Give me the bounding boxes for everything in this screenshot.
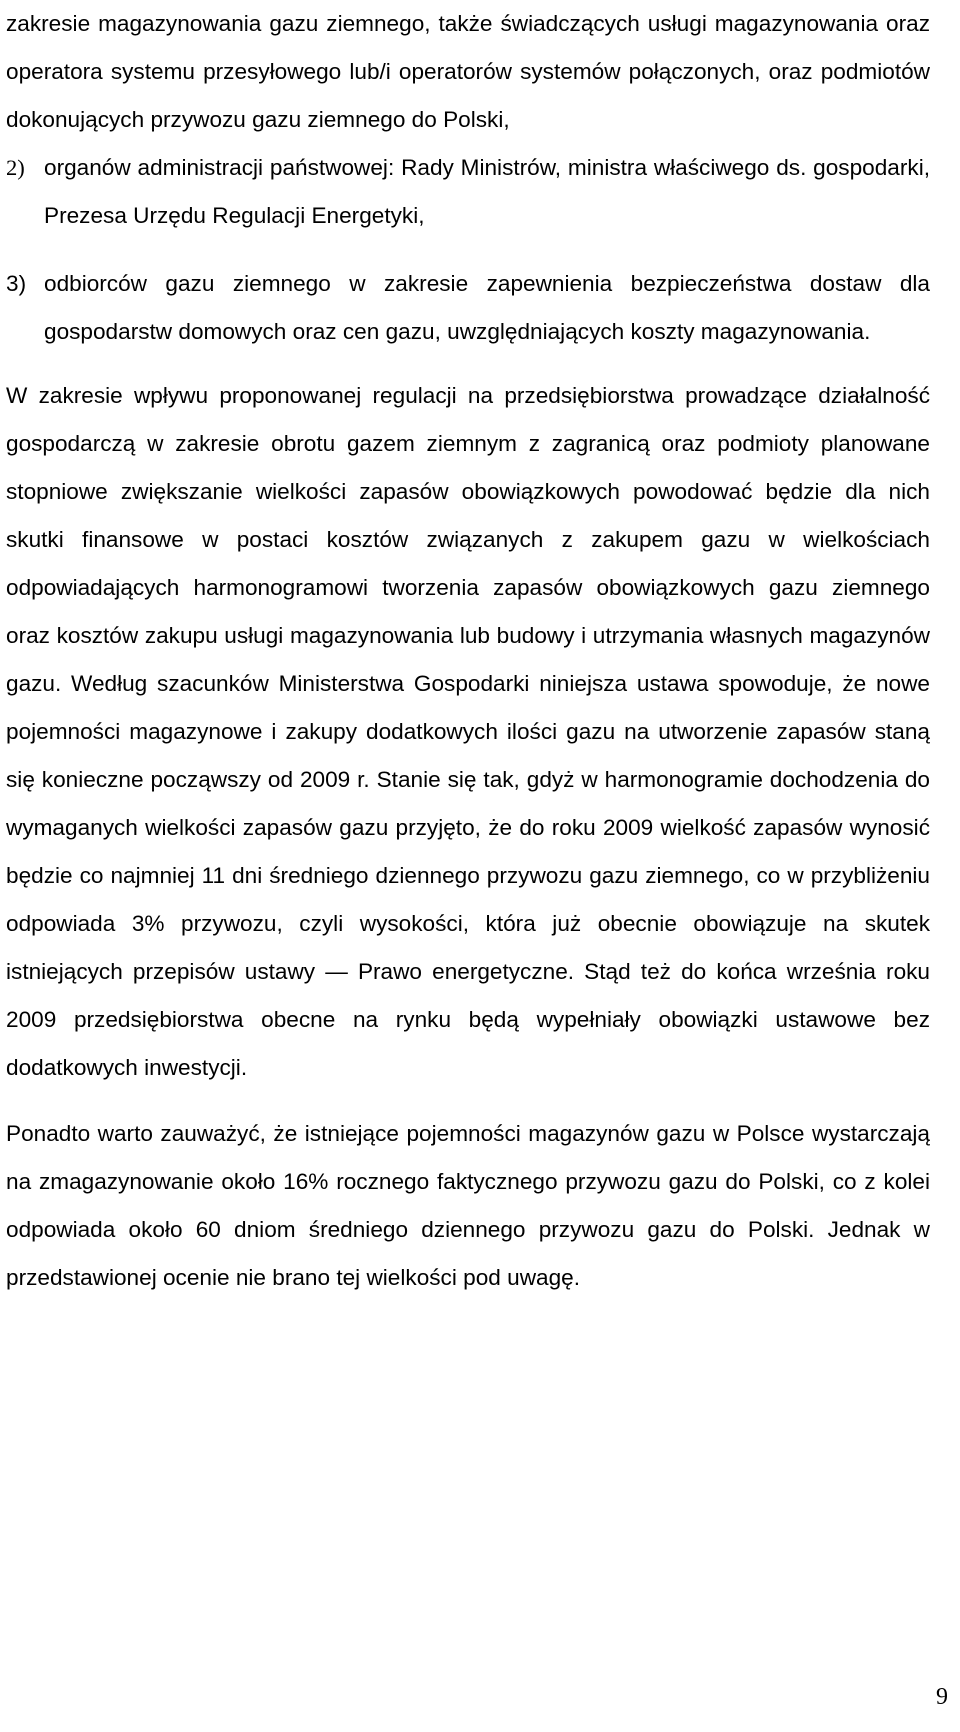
continuation-paragraph: zakresie magazynowania gazu ziemnego, także świadczących usługi magazynowania oraz operatora systemu przesyłowego lub/i operatorów systemów połączonych, oraz podmiotów dokonujących przywozu gazu ziemnego do Polski, <box>6 11 930 132</box>
page-number: 9 <box>936 1684 948 1710</box>
document-body <box>6 0 930 1302</box>
list-item-text: organów administracji państwowej: Rady Ministrów, ministra właściwego ds. gospodarki, Prezesa Urzędu Regulacji Energetyki, <box>44 155 930 228</box>
list-item-number: 2) <box>6 155 25 180</box>
list-item-number: 3) <box>6 271 27 296</box>
list-item-text: odbiorców gazu ziemnego w zakresie zapewnienia bezpieczeństwa dostaw dla gospodarstw domowych oraz cen gazu, uwzględniających koszty magazynowania. <box>44 271 930 344</box>
list-item-3 <box>6 260 930 356</box>
paragraph-financial-impact: W zakresie wpływu proponowanej regulacji na przedsiębiorstwa prowadzące działalność gospodarczą w zakresie obrotu gazem ziemnym z zagranicą oraz podmioty planowane stopniowe zwiększanie wielkości zapasów obowiązkowych powodować będzie dla nich skutki finansowe w postaci kosztów związanych z zakupem gazu w wielkościach odpowiadających harmonogramowi tworzenia zapasów obowiązkowych gazu ziemnego oraz kosztów zakupu usługi magazynowania lub budowy i utrzymania własnych magazynów gazu. Według szacunków Ministerstwa Gospodarki niniejsza ustawa spowoduje, że nowe pojemności magazynowe i zakupy dodatkowych ilości gazu na utworzenie zapasów staną się konieczne począwszy od 2009 r. Stanie się tak, gdyż w harmonogramie dochodzenia do wymaganych wielkości zapasów gazu przyjęto, że do roku 2009 wielkość zapasów wynosić będzie co najmniej 11 dni średniego dziennego przywozu gazu ziemnego, co w przybliżeniu odpowiada 3% przywozu, czyli wysokości, która już obecnie obowiązuje na skutek istniejących przepisów ustawy — Prawo energetyczne. Stąd też do końca września roku 2009 przedsiębiorstwa obecne na rynku będą wypełniały obowiązki ustawowe bez dodatkowych inwestycji. <box>6 383 930 1080</box>
paragraph-storage-capacity: Ponadto warto zauważyć, że istniejące pojemności magazynów gazu w Polsce wystarczają na zmagazynowanie około 16% rocznego faktycznego przywozu gazu do Polski, co z kolei odpowiada około 60 dniom średniego dziennego przywozu gazu do Polski. Jednak w przedstawionej ocenie nie brano tej wielkości pod uwagę. <box>6 1121 930 1290</box>
list-item-2 <box>6 144 930 240</box>
